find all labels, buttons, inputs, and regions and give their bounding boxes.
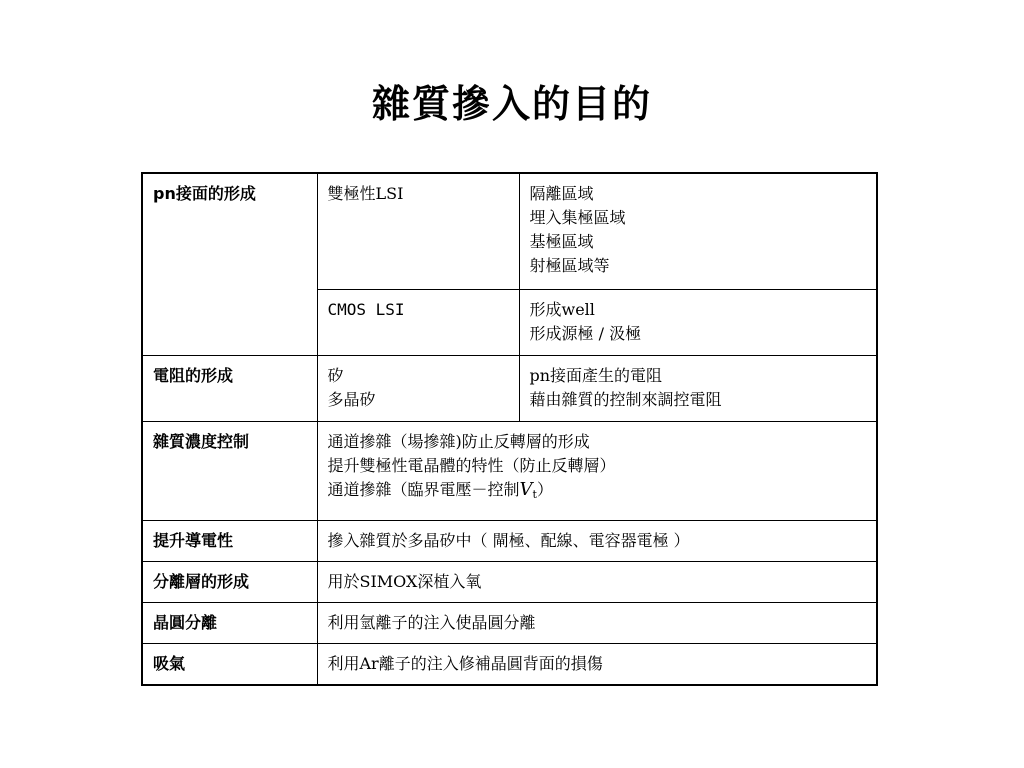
slide-title: 雜質摻入的目的	[371, 81, 652, 126]
category-resistor	[142, 355, 317, 421]
category-pn-junction	[142, 173, 317, 355]
category-wafer-separation	[142, 602, 317, 643]
details-conductivity	[317, 520, 877, 561]
table-row-concentration	[142, 421, 877, 520]
category-separation-layer	[142, 561, 317, 602]
detail-line: 通道摻雜（場摻雜)防止反轉層的形成	[327, 431, 590, 451]
device-label: CMOS LSI	[327, 299, 405, 319]
detail-line: 利用氫離子的注入使晶圓分離	[327, 612, 536, 632]
details-concentration	[317, 421, 877, 520]
detail-line-suffix: ）	[536, 479, 553, 499]
details-gettering	[317, 643, 877, 685]
detail-line: 用於SIMOX深植入氧	[327, 571, 482, 591]
table-row-separation-layer	[142, 561, 877, 602]
details-bipolar	[519, 173, 877, 289]
detail-line: 形成源極 / 汲極	[529, 323, 642, 343]
vt-subscript: t	[532, 487, 537, 501]
category-label: 吸氣	[153, 653, 186, 673]
detail-line: 隔離區域	[529, 184, 594, 203]
detail-line: 埋入集極區域	[529, 208, 626, 227]
detail-line: 摻入雜質於多晶矽中（ 閘極、配線、電容器電極 ）	[327, 530, 690, 550]
detail-line: pn接面產生的電阻	[529, 365, 663, 385]
category-label: 分離層的形成	[153, 571, 250, 591]
category-label: 雜質濃度控制	[153, 431, 250, 451]
details-cmos	[519, 289, 877, 355]
materials-resistor	[317, 355, 519, 421]
details-separation-layer	[317, 561, 877, 602]
device-label: 雙極性LSI	[327, 184, 404, 203]
vt-symbol: V	[519, 478, 533, 500]
device-cmos-lsi	[317, 289, 519, 355]
detail-line: 藉由雜質的控制來調控電阻	[529, 389, 722, 409]
details-resistor	[519, 355, 877, 421]
table-row-resistor	[142, 355, 877, 421]
purpose-table	[141, 172, 878, 686]
table-row-gettering	[142, 643, 877, 685]
table-row-pn-bipolar	[142, 173, 877, 289]
detail-line: 提升雙極性電晶體的特性（防止反轉層）	[327, 455, 616, 475]
detail-line: 利用Ar離子的注入修補晶圓背面的損傷	[327, 653, 603, 673]
category-conductivity	[142, 520, 317, 561]
details-wafer-separation	[317, 602, 877, 643]
detail-line-prefix: 通道摻雜（臨界電壓－控制	[327, 479, 520, 499]
category-label: 電阻的形成	[153, 365, 234, 385]
category-label: 提升導電性	[153, 530, 234, 550]
table-row-wafer-separation	[142, 602, 877, 643]
device-bipolar-lsi	[317, 173, 519, 289]
detail-line: 基極區域	[529, 232, 594, 251]
material-line: 多晶矽	[327, 389, 376, 409]
detail-line-vt	[328, 478, 867, 507]
category-concentration	[142, 421, 317, 520]
category-label: pn接面的形成	[153, 184, 256, 203]
detail-line: 形成well	[529, 299, 595, 319]
table-row-conductivity	[142, 520, 877, 561]
category-label: 晶圓分離	[153, 612, 218, 632]
category-gettering	[142, 643, 317, 685]
material-line: 矽	[327, 365, 344, 385]
detail-line: 射極區域等	[529, 256, 610, 275]
